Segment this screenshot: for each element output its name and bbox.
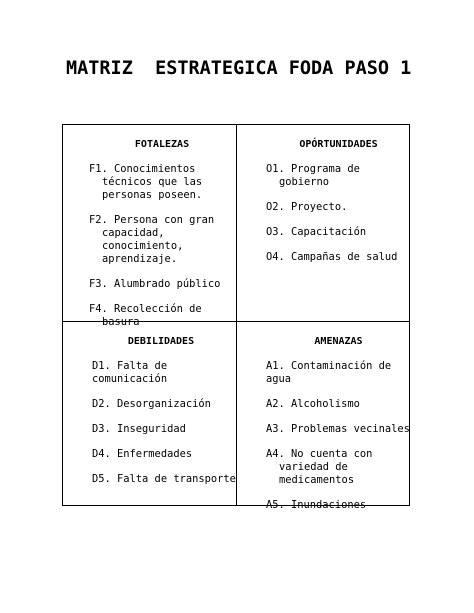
list-item: A2. Alcoholismo (266, 398, 360, 410)
list-item: F2. Persona con gran capacidad, conocimiento, aprendizaje. (89, 214, 215, 265)
list-item: D2. Desorganización (92, 398, 211, 410)
oportunidades-cell (266, 138, 411, 276)
foda-matrix (62, 124, 410, 511)
amenazas-heading: AMENAZAS (314, 336, 363, 347)
fortalezas-heading: FOTALEZAS (134, 139, 190, 150)
page-title: MATRIZ ESTRATEGICA FODA PASO 1 (66, 58, 412, 79)
list-item: A3. Problemas vecinales (266, 423, 410, 435)
oportunidades-list (266, 163, 411, 264)
list-item: F4. Recolección de basura (89, 303, 202, 328)
amenazas-list (266, 360, 411, 512)
list-item: O4. Campañas de salud (266, 251, 398, 263)
list-item: O2. Proyecto. (266, 201, 348, 213)
list-item: A1. Contaminación de agua (266, 360, 392, 385)
list-item: D4. Enfermedades (92, 448, 193, 460)
debilidades-list (92, 360, 236, 486)
debilidades-cell (92, 335, 236, 498)
list-item: A4. No cuenta con variedad de medicamentos (266, 448, 373, 486)
list-item: F1. Conocimientos técnicos que las personas poseen. (89, 163, 203, 201)
debilidades-heading: DEBILIDADES (127, 336, 195, 347)
list-item: O3. Capacitación (266, 226, 367, 238)
list-item: D5. Falta de transporte (92, 473, 236, 485)
list-item: A5. Inundaciones (266, 499, 367, 511)
vertical-divider (236, 125, 237, 505)
oportunidades-heading: OPÓRTUNIDADES (299, 139, 378, 150)
list-item: D3. Inseguridad (92, 423, 186, 435)
amenazas-cell (266, 335, 411, 524)
list-item: O1. Programa de gobierno (266, 163, 360, 188)
fortalezas-list (89, 163, 235, 329)
list-item: D1. Falta de comunicación (92, 360, 168, 385)
fortalezas-cell (89, 138, 235, 341)
list-item: F3. Alumbrado público (89, 278, 221, 290)
